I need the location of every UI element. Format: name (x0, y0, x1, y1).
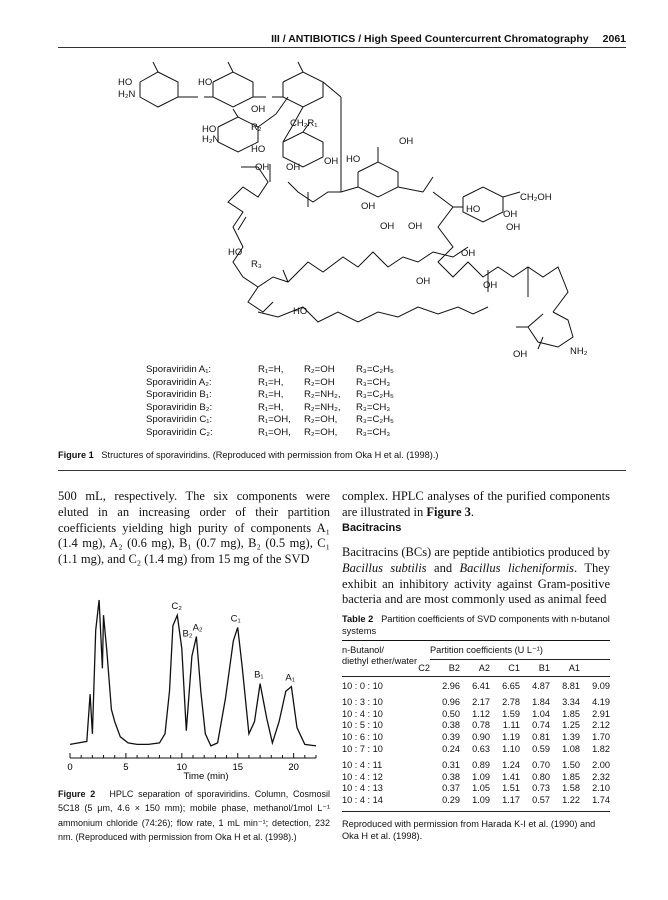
solvent-system: 10 : 4 : 13 (342, 783, 383, 794)
table-cell: 0.57 (532, 795, 550, 806)
table-cell: 1.41 (502, 771, 520, 782)
chart-x-axis (67, 753, 316, 773)
compound-r2: R₂=OH, (304, 426, 338, 438)
table-cell: 0.80 (532, 771, 550, 782)
compound-name: Sporaviridin A₂: (146, 376, 212, 388)
label-ch2oh: CH₂OH (520, 192, 552, 203)
compound-row (146, 364, 394, 377)
table2-caption-text: Partition coefficients of SVD components with n-butanol systems (342, 614, 610, 636)
compound-r1: R₁=H, (258, 389, 284, 401)
compound-name: Sporaviridin A₁: (146, 364, 212, 375)
label-oh-8: OH (506, 222, 521, 233)
compound-r3: R₃=CH₃ (356, 401, 391, 413)
label-oh-5: OH (399, 136, 414, 147)
table-cell: 1.85 (562, 708, 580, 719)
compound-r3: R₃=C₂H₅ (356, 364, 394, 375)
column-header: A2 (478, 663, 490, 673)
label-oh-13: OH (483, 280, 498, 291)
table-top-rule (342, 640, 610, 641)
row-header-line2: diethyl ether/water (342, 656, 418, 666)
table2-label: Table 2 (342, 614, 374, 624)
right-paragraph-2 (342, 545, 610, 608)
table2-caption (342, 614, 610, 637)
table-cell: 8.81 (562, 681, 580, 691)
label-ho-7: HO (228, 247, 243, 258)
table-row (342, 697, 610, 709)
table-cell: 2.32 (592, 771, 610, 782)
table-cell: 0.81 (532, 732, 550, 743)
table-cell: 1.85 (562, 771, 580, 782)
compound-r3: R₃=CH₃ (356, 376, 391, 388)
column-header: C1 (508, 663, 520, 673)
solvent-system: 10 : 4 : 14 (342, 795, 383, 806)
figure-separator-rule (58, 470, 626, 471)
table-cell: 1.58 (562, 783, 580, 794)
table-cell: 1.08 (562, 743, 580, 754)
column-header: B1 (538, 663, 550, 673)
table-cell: 1.09 (472, 771, 490, 782)
solvent-system: 10 : 5 : 10 (342, 720, 383, 731)
label-oh-10: OH (408, 221, 423, 232)
table-row (342, 681, 610, 693)
table-cell: 2.00 (592, 759, 610, 770)
table-row (342, 720, 610, 732)
label-ho-2: HO (198, 77, 213, 88)
table2-footnote: Reproduced with permission from Harada K-I et al. (1990) and Oka H et al. (1998). (342, 819, 596, 841)
table-cell: 0.38 (442, 771, 460, 782)
table-cell: 0.96 (442, 696, 460, 707)
table-cell: 0.29 (442, 795, 460, 806)
compound-r1: R₁=H, (258, 364, 284, 375)
solvent-system: 10 : 6 : 10 (342, 732, 383, 743)
label-oh-3: OH (255, 162, 270, 173)
peak-label: A₁ (285, 672, 295, 684)
table-cell: 1.12 (472, 708, 490, 719)
table-cell: 1.09 (472, 795, 490, 806)
figure1-caption-text: Structures of sporaviridins. (Reproduced with permission from Oka H et al. (1998).) (101, 450, 439, 460)
table-cell: 1.05 (472, 783, 490, 794)
label-oh-2: OH (324, 156, 339, 167)
partition-table (342, 640, 610, 812)
table-row (342, 709, 610, 721)
compound-r3: R₃=C₂H₅ (356, 414, 394, 426)
table-cell: 0.78 (472, 720, 490, 731)
table-cell: 6.65 (502, 681, 520, 691)
figure2-label: Figure 2 (58, 789, 96, 799)
table-cell: 1.50 (562, 759, 580, 770)
table-cell: 2.96 (442, 681, 460, 691)
compound-list (146, 364, 394, 440)
table-row (342, 772, 610, 784)
sporaviridin-structure (58, 52, 618, 360)
table-cell: 3.34 (562, 696, 580, 707)
table-cell: 1.70 (592, 732, 610, 743)
table-cell: 4.19 (592, 696, 610, 707)
group-header: Partition coefficients (U L⁻¹) (430, 645, 543, 655)
table-cell: 0.90 (472, 732, 490, 743)
label-r3: R₃ (251, 259, 262, 270)
table-cell: 1.39 (562, 732, 580, 743)
figure3-reference: Figure 3 (426, 504, 471, 519)
compound-name: Sporaviridin B₂: (146, 401, 213, 413)
label-oh-9: OH (380, 221, 395, 232)
column-header-row (400, 663, 610, 673)
label-ho-3: HO (202, 124, 217, 135)
table-cell: 1.22 (562, 795, 580, 806)
compound-r3: R₃=C₂H₅ (356, 389, 394, 401)
solvent-system: 10 : 4 : 10 (342, 708, 383, 719)
figure2-caption (58, 787, 330, 845)
table-cell: 1.19 (502, 732, 520, 743)
table-row (342, 760, 610, 772)
x-tick-label: 15 (232, 762, 244, 773)
label-r2: R₂ (251, 122, 262, 133)
table-cell: 2.91 (592, 708, 610, 719)
table-cell: 0.70 (532, 759, 550, 770)
table-header (342, 645, 610, 673)
table-cell: 0.59 (532, 743, 550, 754)
label-h2n-1: H₂N (118, 89, 136, 100)
right-paragraph-2-mid: and (426, 560, 460, 575)
table-cell: 0.74 (532, 720, 550, 731)
peak-label: C₂ (171, 601, 182, 613)
peak-label: C₁ (230, 613, 241, 625)
right-paragraph-1-text: complex. HPLC analyses of the purified components are illustrated in (342, 489, 610, 519)
solvent-system: 10 : 7 : 10 (342, 743, 383, 754)
structure-bonds (140, 62, 573, 349)
label-ho-8: HO (293, 306, 308, 317)
figure2-caption-text: HPLC separation of sporaviridins. Column, Cosmosil 5C18 (5 μm, 4.6 × 150 mm); mobile phase, methanol/1mol L⁻¹ ammonium chloride (74:26); flow rate, 1 mL min⁻¹; detection, 232 nm. (Reproduced with permission from Oka H et al. (1998).) (58, 789, 330, 843)
table-row (342, 783, 610, 795)
table-cell: 1.82 (592, 743, 610, 754)
solvent-system: 10 : 3 : 10 (342, 696, 383, 707)
compound-row (146, 427, 394, 440)
compound-r1: R₁=H, (258, 401, 284, 413)
species-1: Bacillus subtilis (342, 560, 427, 575)
table-cell: 4.87 (532, 681, 550, 691)
compound-row (146, 389, 394, 402)
label-ch2r1: CH₂R₁ (290, 118, 318, 129)
peak-label: A₂ (192, 622, 203, 634)
table-cell: 1.59 (502, 708, 520, 719)
compound-name: Sporaviridin C₁: (146, 414, 213, 426)
table-cell: 0.31 (442, 759, 460, 770)
x-tick-label: 5 (123, 762, 129, 773)
compound-r2: R₂=OH (304, 376, 335, 388)
label-oh-4: OH (286, 162, 301, 173)
column-header: C2 (418, 663, 430, 673)
hplc-chromatogram (58, 578, 330, 783)
compound-r3: R₃=CH₃ (356, 426, 391, 438)
table-cell: 2.17 (472, 696, 490, 707)
page-number: 2061 (602, 33, 626, 45)
table-cell: 1.11 (502, 720, 520, 731)
compound-row (146, 377, 394, 390)
figure1-caption (58, 450, 628, 460)
column-header: B2 (448, 663, 460, 673)
right-paragraph-1-end: . (470, 504, 475, 519)
label-ho-5: HO (346, 154, 361, 165)
compound-r1: R₁=H, (258, 376, 284, 388)
chart-x-label: Time (min) (183, 771, 229, 782)
table-group (342, 760, 610, 807)
table-cell: 1.17 (502, 795, 520, 806)
group-header-rule (430, 659, 610, 660)
compound-r2: R₂=OH (304, 364, 335, 375)
peak-label: B₁ (254, 669, 264, 681)
running-head-title: III / ANTIBIOTICS / High Speed Countercurrent Chromatography (271, 33, 589, 45)
solvent-system: 10 : 0 : 10 (342, 681, 383, 691)
table-bottom-rule (342, 811, 610, 812)
table-cell: 1.10 (502, 743, 520, 754)
figure1-label: Figure 1 (58, 450, 94, 460)
table-row (342, 795, 610, 807)
table-cell: 0.73 (532, 783, 550, 794)
label-ho-4: HO (251, 144, 266, 155)
table-cell: 0.63 (472, 743, 490, 754)
label-oh-6: OH (361, 201, 376, 212)
table-cell: 1.25 (562, 720, 580, 731)
column-header: A1 (568, 663, 580, 673)
table-cell: 0.89 (472, 759, 490, 770)
compound-r2: R₂=NH₂, (304, 401, 341, 413)
compound-row (146, 414, 394, 427)
right-paragraph-1 (342, 489, 610, 521)
label-oh-14: OH (513, 349, 528, 360)
solvent-system: 10 : 4 : 11 (342, 759, 383, 770)
label-oh-11: OH (461, 248, 476, 259)
table-body (342, 681, 610, 807)
label-ho-1: HO (118, 77, 133, 88)
table-group (342, 681, 610, 693)
label-h2n-2: H₂N (202, 134, 220, 145)
table-cell: 0.38 (442, 720, 460, 731)
x-tick-label: 20 (288, 762, 299, 773)
table-cell: 0.37 (442, 783, 460, 794)
label-oh-7: OH (503, 209, 518, 220)
left-paragraph: 500 mL, respectively. The six components were eluted in an increasing order of their partition coefficients yielding high purity of components A₁ (1.4 mg), A₂ (0.6 mg), B₁ (0.7 mg), B₂ (0.5 mg), C₁ (1.1 mg), and C₂ (1.4 mg) from 15 mg of the SVD (58, 489, 330, 567)
table-cell: 0.39 (442, 732, 460, 743)
header-rule (58, 47, 626, 48)
peak-label: B₂ (182, 628, 193, 640)
table-cell: 2.78 (502, 696, 520, 707)
label-ho-6: HO (466, 204, 481, 215)
section-heading: Bacitracins (342, 522, 402, 534)
table-cell: 2.10 (592, 783, 610, 794)
label-oh-12: OH (416, 276, 431, 287)
table-cell: 0.24 (442, 743, 460, 754)
row-header-line1: n-Butanol/ (342, 645, 384, 655)
species-2: Bacillus licheniformis (459, 560, 574, 575)
table-row (342, 744, 610, 756)
compound-r2: R₂=NH₂, (304, 389, 341, 401)
table-cell: 1.74 (592, 795, 610, 806)
right-paragraph-2-end: . They exhibit an inhibitory activity against Gram-positive bacteria and are most commonly used as animal feed (342, 560, 610, 607)
x-tick-label: 10 (176, 762, 188, 773)
label-oh-1: OH (251, 104, 266, 115)
compound-r2: R₂=OH, (304, 414, 338, 426)
right-paragraph-2-text: Bacitracins (BCs) are peptide antibiotics produced by (342, 545, 610, 559)
table-cell: 1.24 (502, 759, 520, 770)
table-cell: 9.09 (592, 681, 610, 691)
compound-name: Sporaviridin B₁: (146, 389, 212, 401)
table-header-rule (342, 676, 610, 677)
table-cell: 1.04 (532, 708, 550, 719)
compound-name: Sporaviridin C₂: (146, 426, 213, 438)
running-head (230, 33, 626, 45)
label-nh2: NH₂ (570, 346, 588, 357)
compound-r1: R₁=OH, (258, 414, 291, 426)
table-cell: 2.12 (592, 720, 610, 731)
table-column-headers (418, 645, 610, 673)
table-cell: 1.51 (502, 783, 520, 794)
compound-row (146, 402, 394, 415)
table-row (342, 732, 610, 744)
table-group (342, 697, 610, 756)
table-cell: 0.50 (442, 708, 460, 719)
solvent-system: 10 : 4 : 12 (342, 771, 383, 782)
table-cell: 1.84 (532, 696, 550, 707)
table-cell: 6.41 (472, 681, 490, 691)
compound-r1: R₁=OH, (258, 426, 291, 438)
x-tick-label: 0 (67, 762, 73, 773)
